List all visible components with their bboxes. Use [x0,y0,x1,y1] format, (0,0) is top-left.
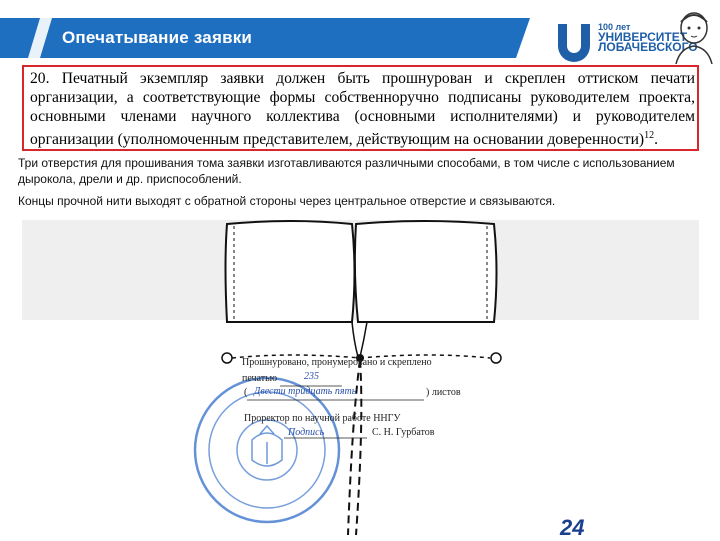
lobachevsky-portrait-icon [670,8,718,64]
regulation-quote-text [30,69,695,149]
page-number: 24 [560,515,585,540]
stamp-position: Проректор по научной работе ННГУ [244,413,401,424]
stamp-sheets-label: ) листов [426,387,461,398]
paragraph-holes: Три отверстия для прошивания тома заявки изготавливаются различными способами, в том числе с использованием дырокола, дрели и др. приспособлений. [18,156,675,186]
stamp-signatory-name: С. Н. Гурбатов [372,427,435,438]
bound-volume-drawing [22,220,699,540]
stamp-page-count: 235 [304,371,319,382]
stamp-signature: Подпись [288,427,325,438]
university-u-icon [554,22,594,62]
binding-illustration [22,220,699,540]
stamp-open-paren: ( [244,387,248,398]
university-logo [552,8,720,64]
quote-footnote: 12 [644,130,655,141]
stamp-page-count-words: Двести тридцать пять [254,386,357,397]
stamp-label-seal: печатью [242,373,278,384]
quote-body: 20. Печатный экземпляр заявки должен быть прошнурован и скреплен оттиском печати организации, а соответствующие формы собственноручно подписаны руководителем проекта, основными членами научного коллектива (основными исполнителями) и руководителем организации (уполномоченным представителем, действующим на основании доверенности) [30,70,695,149]
regulation-quote-box [22,65,699,151]
logo-lobachevsky: ЛОБАЧЕВСКОГО [598,40,698,54]
logo-years: 100 лет [598,22,631,32]
slide-title: Опечатывание заявки [62,28,253,47]
paragraph-thread: Концы прочной нити выходят с обратной стороны через центральное отверстие и связываются. [18,194,556,208]
stamp-line-1: Прошнуровано, пронумеровано и скреплено [242,357,432,368]
quote-end: . [654,131,659,149]
logo-university: УНИВЕРСИТЕТ [598,30,688,44]
